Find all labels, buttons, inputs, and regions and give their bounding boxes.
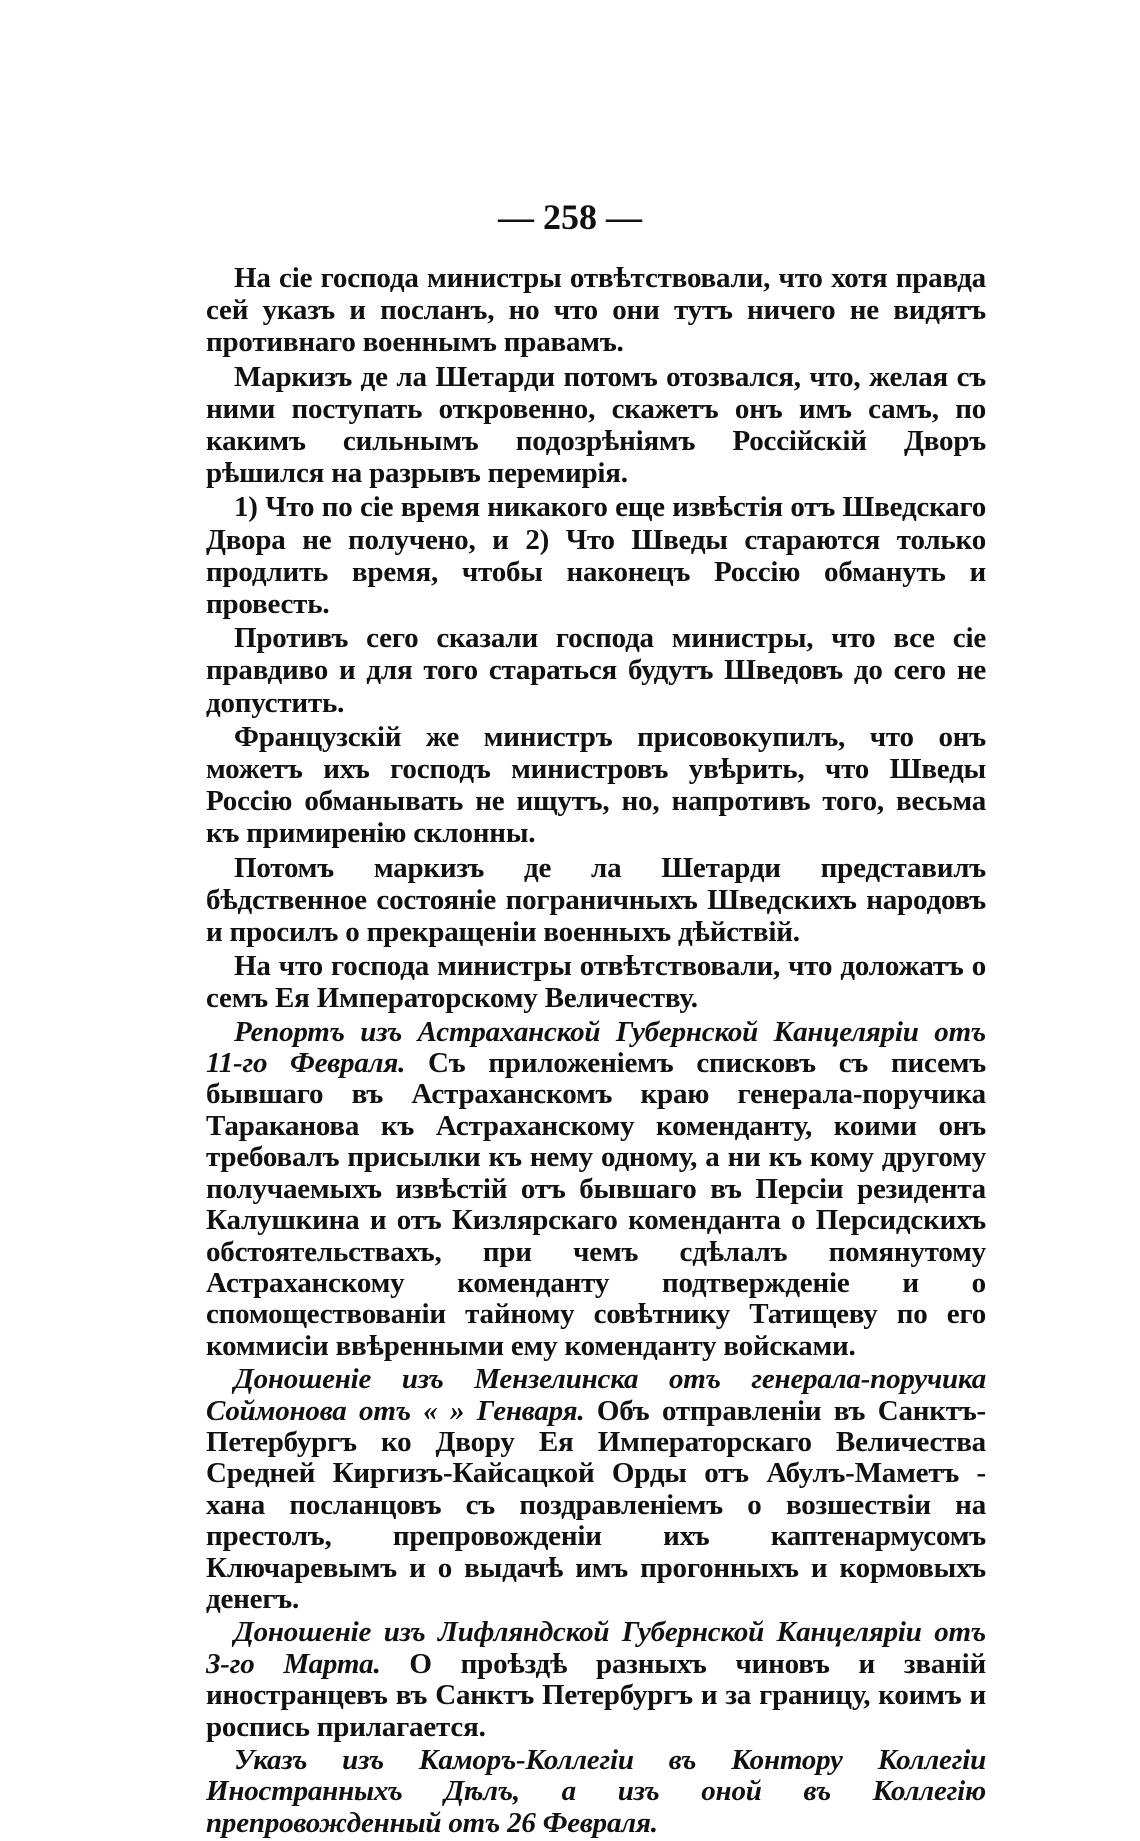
- entry-text: Объ отправленіи въ Санктъ-Петербургъ ко Двору Ея Императорскаго Величества Средней Киргизъ-Кайсацкой Орды отъ Абулъ-Маметъ - хана посланцовъ съ поздравленіемъ о возшествіи на престолъ, препровожденіи ихъ каптенармусомъ Ключаревымъ и о выдачѣ имъ прогонныхъ и кормовыхъ денегъ.: [206, 1394, 986, 1615]
- entry-text: О проѣздѣ разныхъ чиновъ и званій иностранцевъ въ Санктъ Петербургъ и за границу, коимъ и роспись прилагается.: [206, 1647, 986, 1743]
- paragraph-7: На что господа министры отвѣтствовали, что доложатъ о семъ Ея Императорскому Величеству.: [206, 950, 986, 1015]
- paragraph-2: Маркизъ де ла Шетарди потомъ отозвался, что, желая съ ними поступать откровенно, скажетъ онъ имъ самъ, по какимъ сильнымъ подозрѣніямъ Россійскій Дворъ рѣшился на разрывъ перемирія.: [206, 360, 986, 490]
- entry-report-livonia: [206, 1617, 986, 1743]
- paragraph-6: Потомъ маркизъ де ла Шетарди представилъ бѣдственное состояніе пограничныхъ Шведскихъ народовъ и просилъ о прекращеніи военныхъ дѣйствій.: [206, 851, 986, 949]
- paragraph-5: Французскій же министръ присовокупилъ, что онъ можетъ ихъ господъ министровъ увѣрить, что Шведы Россію обманывать не ищутъ, но, напротивъ того, весьма къ примиренію склонны.: [206, 720, 986, 850]
- page-number: — 258 —: [498, 197, 642, 237]
- entry-decree-kammer: [206, 1745, 986, 1839]
- entry-report-menzelinsk: [206, 1364, 986, 1615]
- entry-heading: Доношеніе изъ Лифляндской Губернской Канцеляріи отъ 3-го Марта.: [206, 1616, 986, 1680]
- body-text: [206, 262, 986, 1841]
- paragraph-3: 1) Что по сіе время никакого еще извѣстія отъ Шведскаго Двора не получено, и 2) Что Шведы стараются только продлить время, чтобы наконецъ Россію обмануть и провесть.: [206, 491, 986, 621]
- entry-report-astrakhan: [206, 1017, 986, 1362]
- paragraph-4: Противъ сего сказали господа министры, что все сіе правдиво и для того стараться будутъ Шведовъ до сего не допустить.: [206, 622, 986, 719]
- paragraph-1: На сіе господа министры отвѣтствовали, что хотя правда сей указъ и посланъ, но что они тутъ ничего не видятъ противнаго военнымъ правамъ.: [206, 262, 986, 359]
- entry-heading: Указъ изъ Каморъ-Коллегіи въ Контору Коллегіи Иностранныхъ Дѣлъ, а изъ оной въ Коллегію препровожденный отъ 26 Февраля.: [206, 1744, 986, 1839]
- entry-text: Съ приложеніемъ списковъ съ писемъ бывшаго въ Астраханскомъ краю генерала-поручика Тараканова къ Астраханскому коменданту, коими онъ требовалъ присылки къ нему одному, а ни къ кому другому получаемыхъ извѣстій отъ бывшаго въ Персіи резидента Калушкина и отъ Кизлярскаго коменданта о Персидскихъ обстоятельствахъ, при чемъ сдѣлалъ помянутому Астраханскому коменданту подтвержденіе и о спомоществованіи тайному совѣтнику Татищеву по его коммисіи ввѣренными ему коменданту войсками.: [206, 1047, 986, 1362]
- entry-heading: Репортъ изъ Астраханской Губернской Канцеляріи отъ 11-го Февраля.: [206, 1015, 986, 1080]
- entry-heading: Доношеніе изъ Мензелинска отъ генерала-поручика Соймонова отъ « » Генваря.: [206, 1363, 986, 1427]
